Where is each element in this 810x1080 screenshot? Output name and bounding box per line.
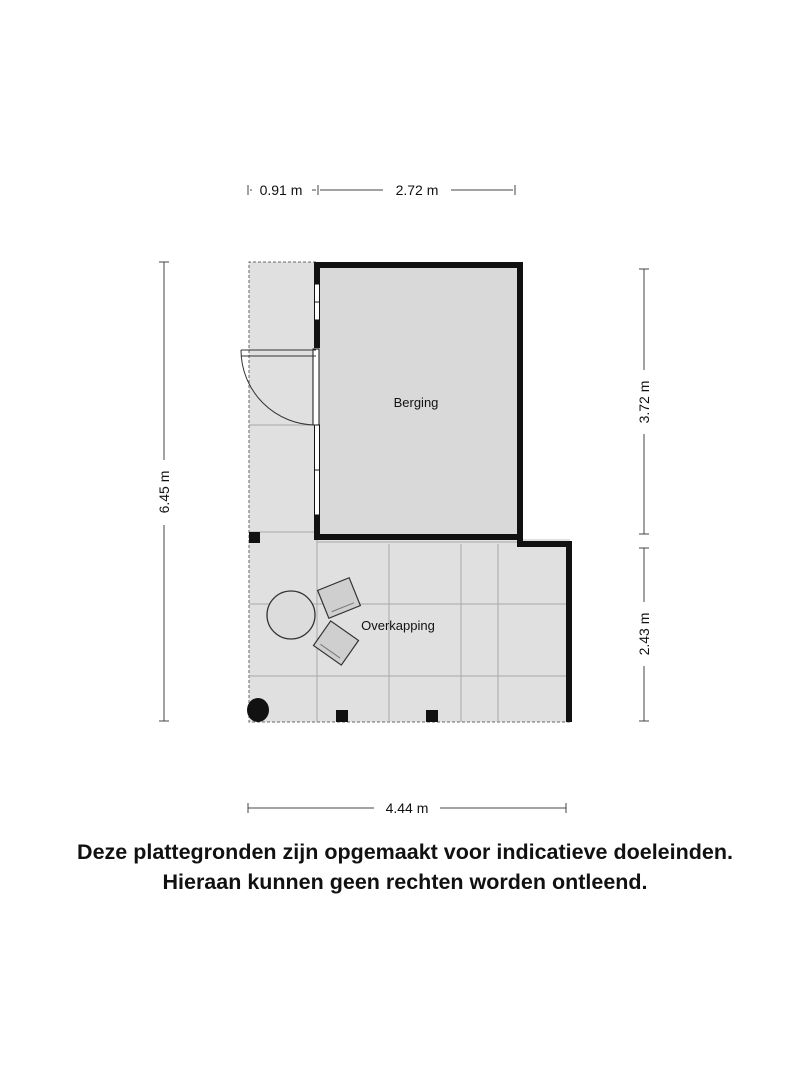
dimension-left-label: 6.45 m — [156, 470, 172, 514]
disclaimer-line-1: Deze plattegronden zijn opgemaakt voor indicatieve doeleinden. — [77, 840, 733, 864]
dimension-bottom-label: 4.44 m — [385, 800, 429, 816]
dimension-top-left-label: 0.91 m — [259, 182, 303, 198]
disclaimer — [0, 837, 810, 897]
dimension-right-upper-label: 3.72 m — [636, 380, 652, 424]
dimension-right-lower-label: 2.43 m — [636, 612, 652, 656]
dimension-top-right-label: 2.72 m — [395, 182, 439, 198]
room-label-overkapping: Overkapping — [361, 618, 435, 633]
room-label-berging: Berging — [393, 395, 439, 410]
terrace-floor — [249, 262, 317, 722]
round-table — [267, 591, 315, 639]
overkapping-floor — [317, 539, 570, 722]
disclaimer-line-2: Hieraan kunnen geen rechten worden ontleend. — [162, 870, 648, 894]
